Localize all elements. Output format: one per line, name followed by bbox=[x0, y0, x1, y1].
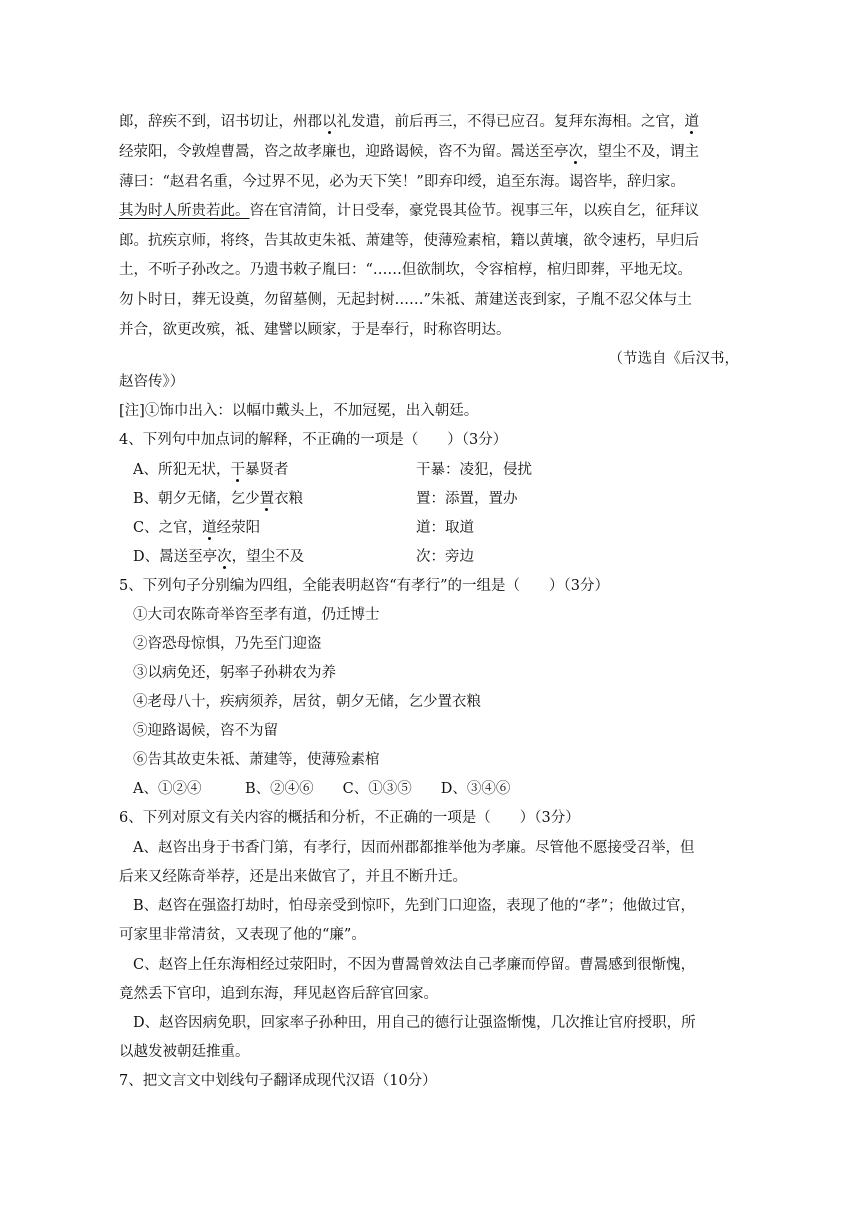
q6-option-a: A、赵咨出身于书香门第，有孝行，因而州郡都推举他为孝廉。尽管他不愿接受召举，但 bbox=[133, 840, 695, 856]
q5-choices: A、①②④ B、②④⑥ C、①③⑤ D、③④⑥ bbox=[133, 781, 511, 797]
dotted-word: 以 bbox=[322, 114, 337, 130]
question-7-stem: 7、把文言文中划线句子翻译成现代汉语（10分） bbox=[119, 1073, 437, 1089]
dotted-word: 道 bbox=[684, 114, 699, 130]
q6-option-a-cont: 后来又经陈奇举荐，还是出来做官了，并且不断升迁。 bbox=[119, 869, 467, 885]
passage-line-4: 其为时人所贵若此。咨在官清简，计日受奉，豪党畏其俭节。视事三年，以疾自乞，征拜议 bbox=[119, 203, 699, 219]
q4-gloss-d: 次：旁边 bbox=[416, 549, 474, 565]
question-6-stem: 6、下列对原文有关内容的概括和分析，不正确的一项是（ ）（3分） bbox=[119, 810, 580, 826]
question-5-stem: 5、下列句子分别编为四组，全能表明赵咨“有孝行”的一组是（ ）（3分） bbox=[119, 578, 610, 594]
dotted-word: 次 bbox=[217, 549, 232, 565]
dotted-word: 干 bbox=[230, 462, 245, 478]
q6-option-c-cont: 竟然丢下官印，追到东海，拜见赵咨后辞官回家。 bbox=[119, 986, 438, 1002]
q5-item: ④老母八十，疾病须养，居贫，朝夕无储，乞少置衣粮 bbox=[133, 694, 481, 710]
q4-option-c: C、之官，道经荥阳 道：取道 bbox=[133, 520, 474, 536]
q6-option-d: D、赵咨因病免职，回家率子孙种田，用自己的德行让强盗惭愧，几次推让官府授职，所 bbox=[133, 1015, 696, 1031]
q6-option-d-cont: 以越发被朝廷推重。 bbox=[119, 1044, 250, 1060]
q4-gloss-b: 置：添置，置办 bbox=[416, 491, 518, 507]
q5-item: ①大司农陈奇举咨至孝有道，仍迁博士 bbox=[133, 607, 380, 623]
passage-line-5: 郎。抗疾京师，将终，告其故吏朱祗、萧建等，使薄殓素棺，籍以黄壤，欲令速朽，早归后 bbox=[119, 233, 699, 249]
q4-option-d: D、暠送至亭次，望尘不及 次：旁边 bbox=[133, 549, 474, 565]
q5-item: ③以病免还，躬率子孙耕农为养 bbox=[133, 665, 336, 681]
dotted-word: 道 bbox=[202, 520, 217, 536]
source-line-2: 赵咨传》） bbox=[119, 374, 185, 390]
q6-option-b-cont: 可家里非常清贫，又表现了他的“廉”。 bbox=[119, 927, 366, 943]
underlined-sentence: 其为时人所贵若此。 bbox=[119, 203, 250, 219]
q4-gloss-c: 道：取道 bbox=[416, 520, 474, 536]
question-4-stem: 4、下列句中加点词的解释，不正确的一项是（ ）（3分） bbox=[119, 432, 508, 448]
passage-line-8: 并合，欲更改殡，祗、建譬以顾家，于是奉行，时称咨明达。 bbox=[119, 322, 511, 338]
q5-item: ⑥告其故吏朱祗、萧建等，使薄殓素棺 bbox=[133, 752, 380, 768]
source-line-1: （节选自《后汉书， bbox=[608, 351, 739, 367]
q4-option-b: B、朝夕无储，乞少置衣粮 置：添置，置办 bbox=[133, 491, 518, 507]
q5-item: ⑤迎路谒候，咨不为留 bbox=[133, 723, 278, 739]
passage-line-6: 土，不听子孙改之。乃遗书敕子胤曰：“……但欲制坎，令容棺椁，棺归即葬，平地无坟。 bbox=[119, 262, 692, 278]
q6-option-c: C、赵咨上任东海相经过荥阳时，不因为曹暠曾效法自己孝廉而停留。曹暠感到很惭愧， bbox=[133, 957, 696, 973]
q4-option-a: A、所犯无状，干暴贤者 干暴：凌犯，侵扰 bbox=[133, 462, 532, 478]
q4-gloss-a: 干暴：凌犯，侵扰 bbox=[416, 462, 532, 478]
dotted-word: 次 bbox=[568, 144, 583, 160]
q6-option-b: B、赵咨在强盗打劫时，怕母亲受到惊吓，先到门口迎盗，表现了他的“孝”；他做过官， bbox=[133, 898, 695, 914]
passage-line-2: 经荥阳，令敦煌曹暠，咨之故孝廉也，迎路谒候，咨不为留。暠送至亭次，望尘不及，谓主 bbox=[119, 144, 699, 160]
passage-line-3: 薄曰：“赵君名重，今过界不见，必为天下笑！”即弃印绶，追至东海。谒咨毕，辞归家。 bbox=[119, 174, 685, 190]
dotted-word: 置 bbox=[259, 491, 275, 507]
q5-item: ②咨恐母惊惧，乃先至门迎盗 bbox=[133, 636, 322, 652]
passage-line-7: 勿卜时日，葬无设奠，勿留墓侧，无起封树……”朱祗、萧建送丧到家，子胤不忍父体与土 bbox=[119, 292, 692, 308]
annotation-note: [注]①饰巾出入：以幅巾戴头上，不加冠冕，出入朝廷。 bbox=[119, 403, 479, 419]
passage-line-1: 郎，辞疾不到，诏书切让，州郡以礼发遣，前后再三，不得已应召。复拜东海相。之官，道 bbox=[119, 114, 699, 130]
